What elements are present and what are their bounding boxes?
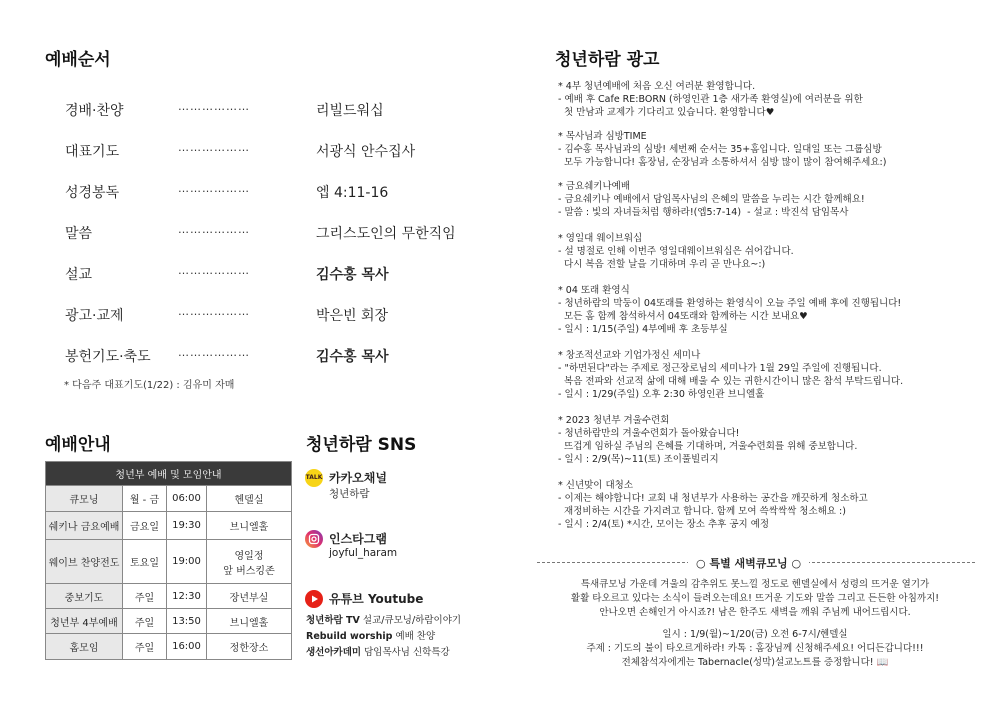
row-day: 금요일 [123,512,167,540]
special-line: 안나오면 손해인거 아시죠?! 남은 한주도 새벽을 깨워 주님께 내어드립시다. [599,607,911,618]
ad-line: - 청년하람만의 겨울수련회가 돌아왔습니다! [558,428,740,439]
ad-heading: * 04 또래 환영식 [558,285,630,296]
ad-heading: * 2023 청년부 겨울수련회 [558,415,670,426]
ad-block [558,232,978,271]
special-gift: 전체참석자에게는 Tabernacle(성막)설교노트를 증정합니다! 📖 [621,657,889,668]
row-day: 주일 [123,634,167,660]
ad-heading: * 목사님과 심방TIME [558,131,647,142]
order-value: 박은빈 회장 [316,308,389,324]
schedule-table [45,461,292,660]
kakao-label: 카카오채널 [329,471,387,485]
ad-line: - 이제는 해야합니다! 교회 내 청년부가 사용하는 공간을 깨끗하게 청소하고 [558,493,868,504]
order-title: 예배순서 [45,50,111,70]
ad-heading: * 창조적선교와 기업가정신 세미나 [558,350,701,361]
ad-line: 첫 만남과 교제가 기다리고 있습니다. 환영합니다♥ [558,107,775,118]
circle-bullet-icon: ○ [696,557,706,570]
row-place: 브니엘홀 [207,512,292,540]
row-place-line1: 영일정 [234,550,264,562]
special-line: 활활 타오르고 있다는 소식이 들려오는데요! 뜨거운 기도와 말씀 그리고 든든한 아침까지! [570,593,940,604]
channel-desc: 예배 찬양 [395,631,436,642]
table-row [46,512,292,540]
row-place: 브니엘홀 [207,609,292,634]
youtube-channel [306,645,461,661]
row-time: 06:00 [167,486,207,512]
order-value: 김수홍 목사 [316,349,389,365]
row-day: 주일 [123,609,167,634]
leader-dots: ……………… [178,223,250,236]
order-label: 말씀 [65,226,93,242]
row-day: 토요일 [123,540,167,584]
row-day: 월 - 금 [123,486,167,512]
channel-name: 청년하람 TV [306,615,360,626]
ad-line: - 김수홍 목사님과의 심방! 세번째 순서는 35+홈입니다. 일대일 또는 그룹심방 [558,144,882,155]
order-row [65,223,485,243]
row-place: 정한장소 [207,634,292,660]
instagram-label: 인스타그램 [329,532,387,546]
ad-line: - 말씀 : 빛의 자녀들처럼 행하라!(엡5:7-14) - 설교 : 박진석 담임목사 [558,207,849,218]
ad-line: - 설 명절로 인해 이번주 영일대웨이브워십은 쉬어갑니다. [558,246,794,257]
sns-title: 청년하람 SNS [306,435,417,455]
table-header: 청년부 예배 및 모임안내 [46,462,292,486]
order-value: 엡 4:11-16 [316,185,389,201]
leader-dots: ……………… [178,182,250,195]
youtube-icon [305,590,323,608]
instagram-account: joyful_haram [329,547,398,559]
channel-name: 생선아카데미 [306,647,362,658]
channel-desc: 담임목사님 신학특강 [364,647,450,658]
order-value: 리빌드워십 [316,103,384,119]
order-row [65,100,485,120]
ad-line: 재정비하는 시간을 가지려고 합니다. 함께 모여 쓱싹싹싹 청소해요 :) [558,506,846,517]
ad-line: 모두 가능합니다! 홈장님, 순장님과 소통하셔서 심방 많이 많이 참여해주세요:) [558,157,887,168]
leader-dots: ……………… [178,264,250,277]
row-time: 12:30 [167,584,207,609]
row-time: 19:30 [167,512,207,540]
leader-dots: ……………… [178,346,250,359]
table-row [46,540,292,584]
row-place: 장년부실 [207,584,292,609]
instagram-icon [305,530,323,548]
ad-block [558,130,978,169]
table-row [46,584,292,609]
ad-line: - 일시 : 2/4(토) *시간, 모이는 장소 추후 공지 예정 [558,519,770,530]
ad-line: 복음 전파와 선교적 삶에 대해 배울 수 있는 귀한시간이니 많은 참석 부탁드립니다. [558,376,904,387]
guide-title: 예배안내 [45,435,111,455]
table-row [46,634,292,660]
order-label: 경배·찬양 [65,103,124,119]
row-name: 웨이브 찬양전도 [46,540,123,584]
order-row [65,182,485,202]
ad-block [558,479,978,531]
order-row [65,264,485,284]
youtube-label: 유튜브 Youtube [329,592,424,606]
table-row [46,609,292,634]
ad-block [558,414,978,466]
order-label: 봉헌기도·축도 [65,349,151,365]
ad-heading: * 영일대 웨이브워십 [558,233,643,244]
ad-line: 다시 복음 전할 날을 기대하며 우리 곧 만나요~:) [558,259,766,270]
ad-line: - "하면된다"라는 주제로 정근장로님의 세미나가 1월 29일 주일에 진행됩니다. [558,363,882,374]
order-label: 성경봉독 [65,185,120,201]
ad-line: - 예배 후 Cafe RE:BORN (하영인관 1층 새가족 환영실)에 여러분을 위한 [558,94,863,105]
special-theme: 주제 : 기도의 불이 타오르게하라! 카톡 : 홈장님께 신청해주세요! 어디든갑니다!!! [586,643,924,654]
row-time: 13:50 [167,609,207,634]
ad-line: - 청년하람의 막둥이 04또래를 환영하는 환영식이 오늘 주일 예배 후에 진행됩니다! [558,298,902,309]
channel-name: Rebuild worship [306,631,393,642]
ad-heading: * 4부 청년예배에 처음 오신 여러분 환영합니다. [558,81,756,92]
next-prayer-note: * 다음주 대표기도(1/22) : 김유미 자매 [64,380,235,391]
ad-block [558,180,978,219]
table-row [46,486,292,512]
channel-desc: 설교/큐모닝/하람이야기 [362,615,462,626]
order-row [65,346,485,366]
special-title-wrap [688,555,809,571]
order-row [65,305,485,325]
ad-block [558,284,978,336]
leader-dots: ……………… [178,100,250,113]
order-row [65,141,485,161]
ad-line: - 금요쉐키나 예배에서 담임목사님의 은혜의 말씀을 누리는 시간 함께해요! [558,194,865,205]
row-name: 청년부 4부예배 [46,609,123,634]
row-name: 큐모닝 [46,486,123,512]
row-time: 19:00 [167,540,207,584]
ad-line: - 일시 : 1/29(주일) 오후 2:30 하영인관 브니엘홀 [558,389,765,400]
order-value: 그리스도인의 무한직임 [316,226,456,242]
kakao-talk-icon: TALK [305,469,323,487]
special-date: 일시 : 1/9(월)~1/20(금) 오전 6-7시/헨델실 [662,629,848,640]
ad-line: 뜨겁게 임하실 주님의 은혜를 기대하며, 겨울수련회를 위해 중보합니다. [558,441,858,452]
table-header-row [46,462,292,486]
row-place: 헨델실 [207,486,292,512]
ad-block [558,349,978,401]
ad-block [558,80,978,119]
special-body [535,578,975,670]
row-day: 주일 [123,584,167,609]
youtube-channel [306,613,461,629]
leader-dots: ……………… [178,141,250,154]
row-time: 16:00 [167,634,207,660]
ad-heading: * 금요쉐키나예배 [558,181,631,192]
ad-line: - 일시 : 2/9(목)~11(토) 조이풀빌리지 [558,454,719,465]
row-name: 홈모임 [46,634,123,660]
kakao-account: 청년하람 [329,488,370,500]
order-label: 설교 [65,267,93,283]
ad-line: 모든 홈 함께 참석하셔서 04또래와 함께하는 시간 보내요♥ [558,311,808,322]
ad-heading: * 신년맞이 대청소 [558,480,634,491]
youtube-channels [306,613,461,661]
order-value: 서광식 안수집사 [316,144,416,160]
order-value: 김수홍 목사 [316,267,389,283]
ads-title: 청년하람 광고 [555,50,660,70]
ad-line: - 일시 : 1/15(주일) 4부예배 후 초등부실 [558,324,728,335]
special-title: 특별 새벽큐모닝 [709,557,788,570]
leader-dots: ……………… [178,305,250,318]
youtube-channel [306,629,461,645]
special-line: 특새큐모닝 가운데 겨울의 감추위도 못느낄 정도로 헨델실에서 성령의 뜨거운 열기가 [580,579,930,590]
circle-bullet-icon: ○ [791,557,802,570]
row-name: 쉐키나 금요예배 [46,512,123,540]
row-place [207,540,292,584]
order-label: 대표기도 [65,144,120,160]
row-place-line2: 앞 버스킹존 [223,565,275,577]
row-name: 중보기도 [46,584,123,609]
order-label: 광고·교제 [65,308,124,324]
